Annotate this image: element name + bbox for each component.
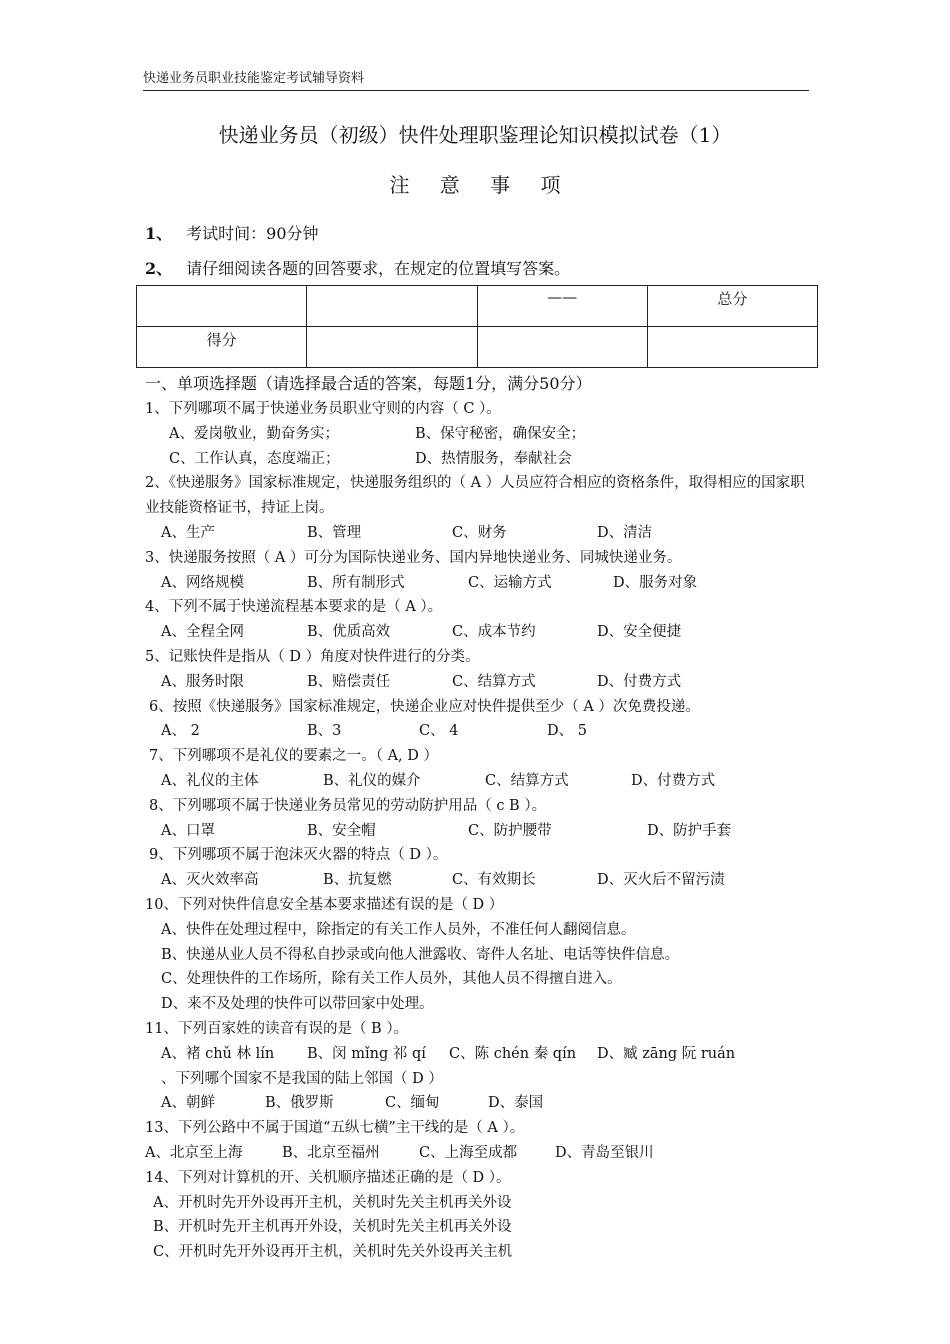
option: B、开机时先开主机再开外设，关机时先关主机再关外设	[153, 1219, 512, 1236]
option: B、安全帽	[307, 822, 376, 839]
option: A、网络规模	[161, 574, 244, 591]
section-title: 一、单项选择题（请选择最合适的答案，每题1分，满分50分）	[145, 374, 592, 393]
rule-2	[145, 257, 570, 281]
option: A、朝鲜	[161, 1095, 215, 1112]
option: A、服务时限	[161, 673, 244, 690]
table-row	[137, 327, 818, 368]
option: C、结算方式	[485, 772, 569, 789]
option: C、处理快件的工作场所，除有关工作人员外，其他人员不得擅自进入。	[161, 971, 622, 988]
rule-text: 考试时间：90分钟	[186, 224, 319, 243]
options-row	[145, 620, 815, 645]
option: A、爱岗敬业，勤奋务实；	[169, 425, 339, 442]
exam-title: 快递业务员（初级）快件处理职鉴理论知识模拟试卷（1）	[218, 123, 732, 147]
option: A、生产	[161, 524, 215, 541]
option: C、 4	[419, 723, 459, 740]
option: D、安全便捷	[597, 624, 682, 641]
option: D、臧 zāng 阮 ruán	[597, 1045, 736, 1062]
option: C、防护腰带	[468, 822, 552, 839]
option: D、服务对象	[613, 574, 698, 591]
option: D、清洁	[597, 524, 653, 541]
option: D、青岛至银川	[555, 1144, 654, 1161]
option: A、礼仪的主体	[161, 772, 259, 789]
option: C、工作认真，态度端正；	[169, 450, 340, 467]
question-2: 2、《快递服务》国家标准规定，快递服务组织的（ A ）人员应符合相应的资格条件，取得相应的国家职业技能资格证书，持证上岗。	[145, 475, 805, 517]
option: D、热情服务，奉献社会	[415, 450, 572, 467]
option: B、北京至福州	[282, 1144, 380, 1161]
option: B、优质高效	[307, 624, 391, 641]
rule-text: 请仔细阅读各题的回答要求，在规定的位置填写答案。	[186, 259, 571, 278]
question-13: 13、下列公路中不属于国道“五纵七横”主干线的是（ A ）。	[145, 1120, 525, 1137]
question-3: 3、快递服务按照（ A ）可分为国际快递业务、国内异地快递业务、同城快递业务。	[145, 549, 682, 566]
option: A、全程全网	[161, 624, 244, 641]
option: B、快递从业人员不得私自抄录或向他人泄露收、寄件人名址、电话等快件信息。	[161, 946, 680, 963]
option: B、闵 mǐng 祁 qí	[307, 1045, 426, 1062]
option: B、俄罗斯	[265, 1095, 334, 1112]
option: B、赔偿责任	[307, 673, 391, 690]
question-8: 8、下列哪项不属于快递业务员常见的劳动防护用品（ c B ）。	[149, 797, 547, 814]
rule-1	[145, 222, 319, 246]
options-row	[145, 1141, 815, 1166]
option: C、上海至成都	[419, 1144, 518, 1161]
options-row	[145, 769, 815, 794]
options-row	[145, 719, 815, 744]
option: C、结算方式	[452, 673, 536, 690]
option: B、礼仪的媒介	[323, 772, 421, 789]
rule-number: 2、	[145, 259, 173, 278]
table-row	[137, 286, 818, 327]
option: C、运输方式	[468, 574, 552, 591]
option: D、付费方式	[597, 673, 682, 690]
notice-title: 注 意 事 项	[389, 173, 573, 197]
options-row	[145, 868, 815, 893]
options-row	[145, 422, 815, 447]
options-row	[145, 1091, 815, 1116]
rule-number: 1、	[145, 224, 173, 243]
option: D、防护手套	[647, 822, 732, 839]
options-row	[145, 521, 815, 546]
option: A、开机时先开外设再开主机，关机时先关主机再关外设	[153, 1194, 512, 1211]
option: D、 5	[547, 723, 587, 740]
option: C、财务	[452, 524, 507, 541]
question-7: 7、下列哪项不是礼仪的要素之一。（ A, D ）	[149, 748, 439, 765]
option: B、管理	[307, 524, 362, 541]
option: B、抗复燃	[323, 872, 392, 889]
option: B、3	[307, 723, 342, 740]
option: B、保守秘密，确保安全；	[415, 425, 586, 442]
question-6: 6、按照《快递服务》国家标准规定，快递企业应对快件提供至少（ A ）次免费投递。	[149, 698, 700, 715]
option: A、灭火效率高	[161, 872, 259, 889]
options-row	[145, 571, 815, 596]
option: C、开机时先开外设再开主机，关机时先关外设再关主机	[153, 1244, 513, 1261]
table-cell	[307, 286, 477, 327]
options-row	[145, 670, 815, 695]
question-11: 11、下列百家姓的读音有误的是（ B ）。	[145, 1020, 409, 1037]
table-cell: ——	[477, 286, 647, 327]
page-header: 快递业务员职业技能鉴定考试辅导资料	[143, 70, 809, 91]
question-5: 5、记账快件是指从（ D ）角度对快件进行的分类。	[145, 648, 480, 665]
table-cell	[137, 286, 307, 327]
option: D、付费方式	[631, 772, 716, 789]
options-row	[145, 1042, 815, 1067]
option: A、褚 chǔ 林 lín	[161, 1045, 275, 1062]
option: A、北京至上海	[145, 1144, 243, 1161]
table-cell	[477, 327, 647, 368]
question-14: 14、下列对计算机的开、关机顺序描述正确的是（ D ）。	[145, 1169, 511, 1186]
option: C、有效期长	[452, 872, 536, 889]
option: C、陈 chén 秦 qín	[449, 1045, 577, 1062]
table-cell: 总分	[647, 286, 817, 327]
option: D、泰国	[488, 1095, 544, 1112]
score-table	[136, 285, 818, 368]
question-4: 4、下列不属于快递流程基本要求的是（ A ）。	[145, 599, 443, 616]
table-cell: 得分	[137, 327, 307, 368]
option: C、缅甸	[385, 1095, 440, 1112]
option: D、来不及处理的快件可以带回家中处理。	[161, 996, 434, 1013]
question-12: 、下列哪个国家不是我国的陆上邻国（ D ）	[161, 1070, 443, 1087]
question-9: 9、下列哪项不属于泡沫灭火器的特点（ D ）。	[149, 847, 448, 864]
option: C、成本节约	[452, 624, 536, 641]
option: A、口罩	[161, 822, 215, 839]
option: D、灭火后不留污渍	[597, 872, 725, 889]
option: A、 2	[161, 723, 200, 740]
question-10: 10、下列对快件信息安全基本要求描述有误的是（ D ）	[145, 896, 504, 913]
question-list	[145, 371, 815, 1265]
option: B、所有制形式	[307, 574, 405, 591]
table-cell	[647, 327, 817, 368]
options-row	[145, 447, 815, 472]
question-1: 1、下列哪项不属于快递业务员职业守则的内容（ C ）。	[145, 401, 501, 417]
options-row	[145, 819, 815, 844]
table-cell	[307, 327, 477, 368]
option: A、快件在处理过程中，除指定的有关工作人员外，不准任何人翻阅信息。	[161, 921, 636, 938]
